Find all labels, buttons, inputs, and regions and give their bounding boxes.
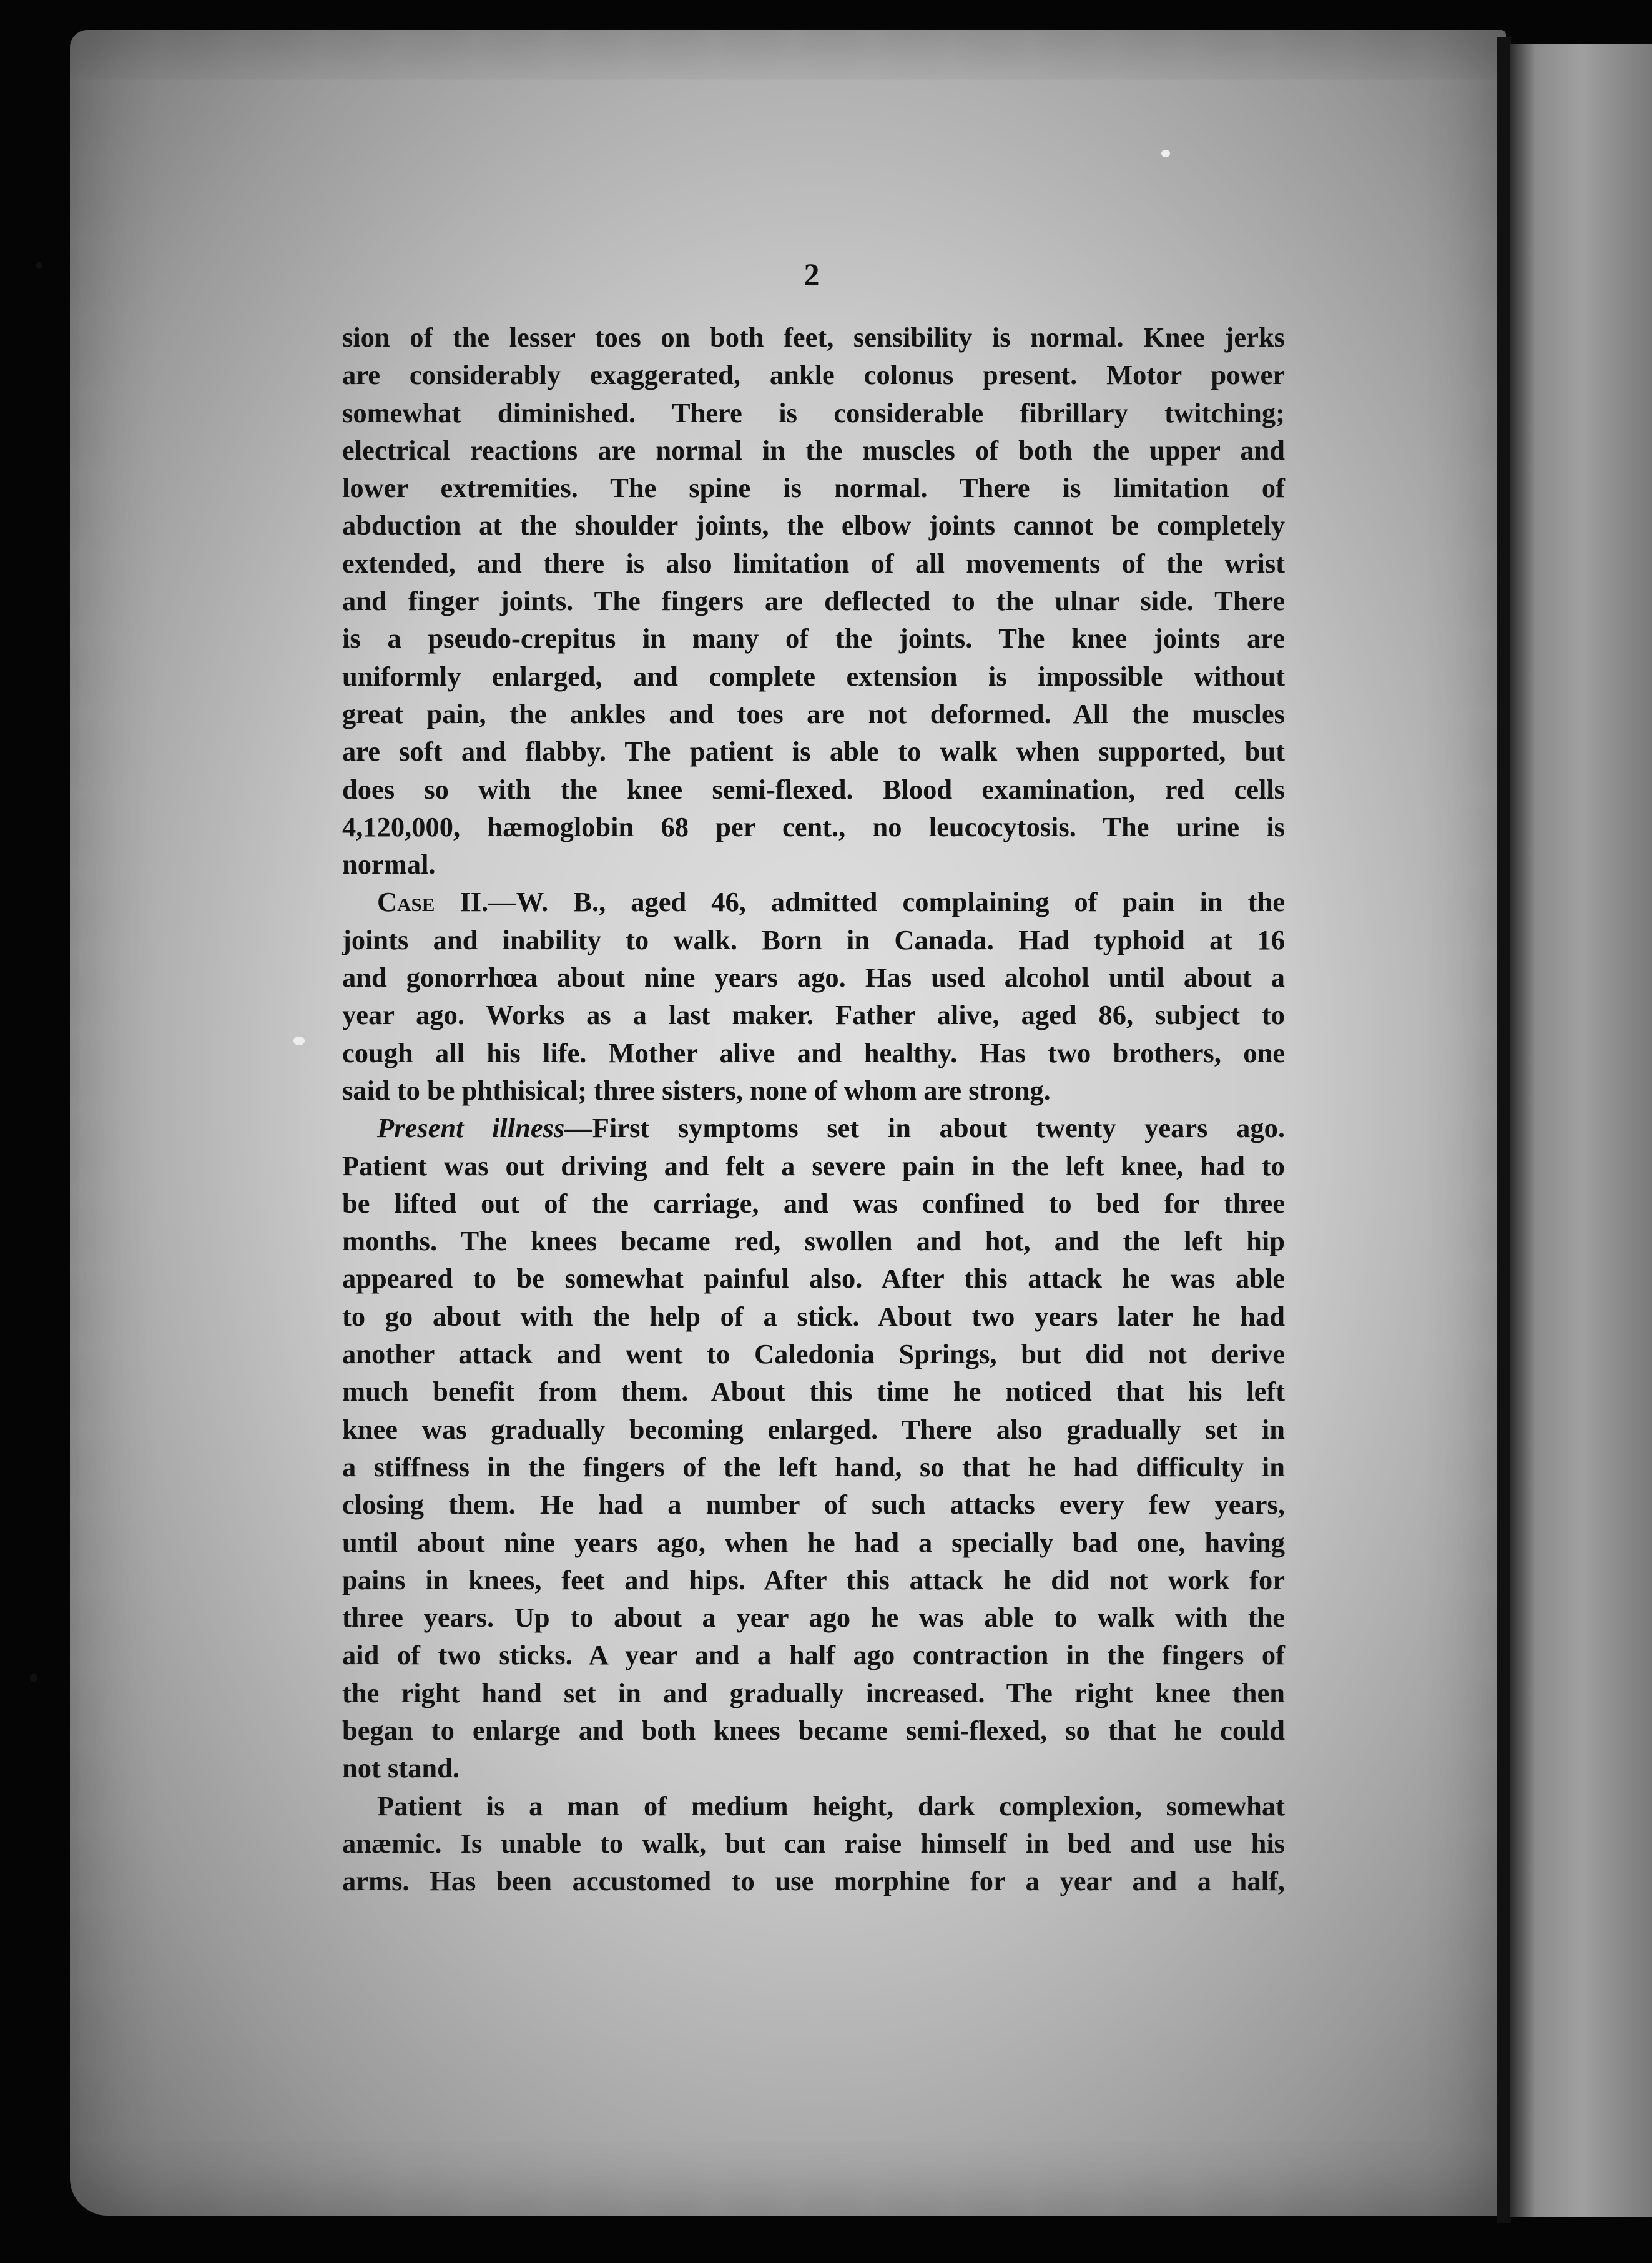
text-line: uniformly enlarged, and complete extension is impossible without bbox=[342, 660, 1285, 692]
text-line: and gonorrhœa about nine years ago. Has used alcohol until about a bbox=[342, 962, 1285, 993]
text-line: to go about with the help of a stick. About two years later he had bbox=[342, 1300, 1285, 1332]
case-two-heading-line bbox=[342, 883, 1285, 920]
text-line: months. The knees became red, swollen and hot, and the left hip bbox=[342, 1225, 1285, 1257]
text-line: are soft and flabby. The patient is able to walk when supported, but bbox=[342, 736, 1285, 767]
text-line: are considerably exaggerated, ankle colonus present. Motor power bbox=[342, 359, 1285, 391]
text-line: great pain, the ankles and toes are not deformed. All the muscles bbox=[342, 698, 1285, 729]
text-line: lower extremities. The spine is normal. There is limitation of bbox=[342, 472, 1285, 504]
text-line: does so with the knee semi-flexed. Blood examination, red cells bbox=[342, 773, 1285, 805]
text-line: sion of the lesser toes on both feet, sensibility is normal. Knee jerks bbox=[342, 322, 1285, 353]
text-line: another attack and went to Caledonia Springs, but did not derive bbox=[342, 1338, 1285, 1370]
text-line: three years. Up to about a year ago he was able to walk with the bbox=[342, 1602, 1285, 1634]
text-line: the right hand set in and gradually increased. The right knee then bbox=[342, 1677, 1285, 1708]
scan-speck bbox=[293, 1037, 305, 1045]
text-line: Patient was out driving and felt a severe pain in the left knee, had to bbox=[342, 1150, 1285, 1181]
scan-speck bbox=[30, 1674, 37, 1682]
text-line: cough all his life. Mother alive and healthy. Has two brothers, one bbox=[342, 1037, 1285, 1068]
text-line: arms. Has been accustomed to use morphine for a year and a half, bbox=[342, 1865, 1285, 1897]
text-line: and finger joints. The fingers are deflected to the ulnar side. There bbox=[342, 585, 1285, 617]
facing-page-edge bbox=[1510, 44, 1652, 2217]
text-line: pains in knees, feet and hips. After this attack he did not work for bbox=[342, 1564, 1285, 1595]
text-line: Patient is a man of medium height, dark complexion, somewhat bbox=[377, 1790, 1285, 1822]
page-gutter bbox=[1497, 37, 1511, 2223]
text-line: be lifted out of the carriage, and was confined to bed for three bbox=[342, 1187, 1285, 1219]
text-line: appeared to be somewhat painful also. After this attack he was able bbox=[342, 1263, 1285, 1294]
scan-speck bbox=[36, 262, 42, 269]
body-text bbox=[342, 318, 1285, 1900]
scan-speck bbox=[1161, 150, 1170, 157]
text-line: joints and inability to walk. Born in Canada. Had typhoid at 16 bbox=[342, 924, 1285, 955]
text-line: anæmic. Is unable to walk, but can raise himself in bed and use his bbox=[342, 1827, 1285, 1859]
page-number: 2 bbox=[804, 257, 820, 292]
present-illness-intro: —First symptoms set in about twenty years ago. bbox=[564, 1112, 1285, 1144]
present-illness-label: Present illness bbox=[377, 1112, 565, 1144]
case-two-label: Case II. bbox=[377, 886, 489, 918]
text-line: extended, and there is also limitation of all movements of the wrist bbox=[342, 547, 1285, 579]
text-line: said to be phthisical; three sisters, none of whom are strong. bbox=[342, 1074, 1051, 1106]
present-illness-heading-line bbox=[342, 1109, 1285, 1146]
text-line: normal. bbox=[342, 849, 436, 880]
case-two-intro: —W. B., aged 46, admitted complaining of pain in the bbox=[488, 886, 1286, 918]
text-line: much benefit from them. About this time he noticed that his left bbox=[342, 1376, 1285, 1408]
text-line: electrical reactions are normal in the muscles of both the upper and bbox=[342, 434, 1285, 466]
text-line: somewhat diminished. There is considerable fibrillary twitching; bbox=[342, 397, 1285, 428]
text-line: until about nine years ago, when he had a specially bad one, having bbox=[342, 1526, 1285, 1558]
text-line: year ago. Works as a last maker. Father alive, aged 86, subject to bbox=[342, 999, 1285, 1031]
text-line: 4,120,000, hæmoglobin 68 per cent., no leucocytosis. The urine is bbox=[342, 811, 1285, 842]
text-line: a stiffness in the fingers of the left hand, so that he had difficulty in bbox=[342, 1451, 1285, 1482]
text-line: abduction at the shoulder joints, the elbow joints cannot be completely bbox=[342, 510, 1285, 541]
text-line: began to enlarge and both knees became semi-flexed, so that he could bbox=[342, 1714, 1285, 1746]
text-line: closing them. He had a number of such attacks every few years, bbox=[342, 1489, 1285, 1521]
text-line: not stand. bbox=[342, 1752, 460, 1784]
text-line: aid of two sticks. A year and a half ago contraction in the fingers of bbox=[342, 1639, 1285, 1671]
text-line: knee was gradually becoming enlarged. There also gradually set in bbox=[342, 1413, 1285, 1445]
text-line: is a pseudo-crepitus in many of the joints. The knee joints are bbox=[342, 623, 1285, 654]
